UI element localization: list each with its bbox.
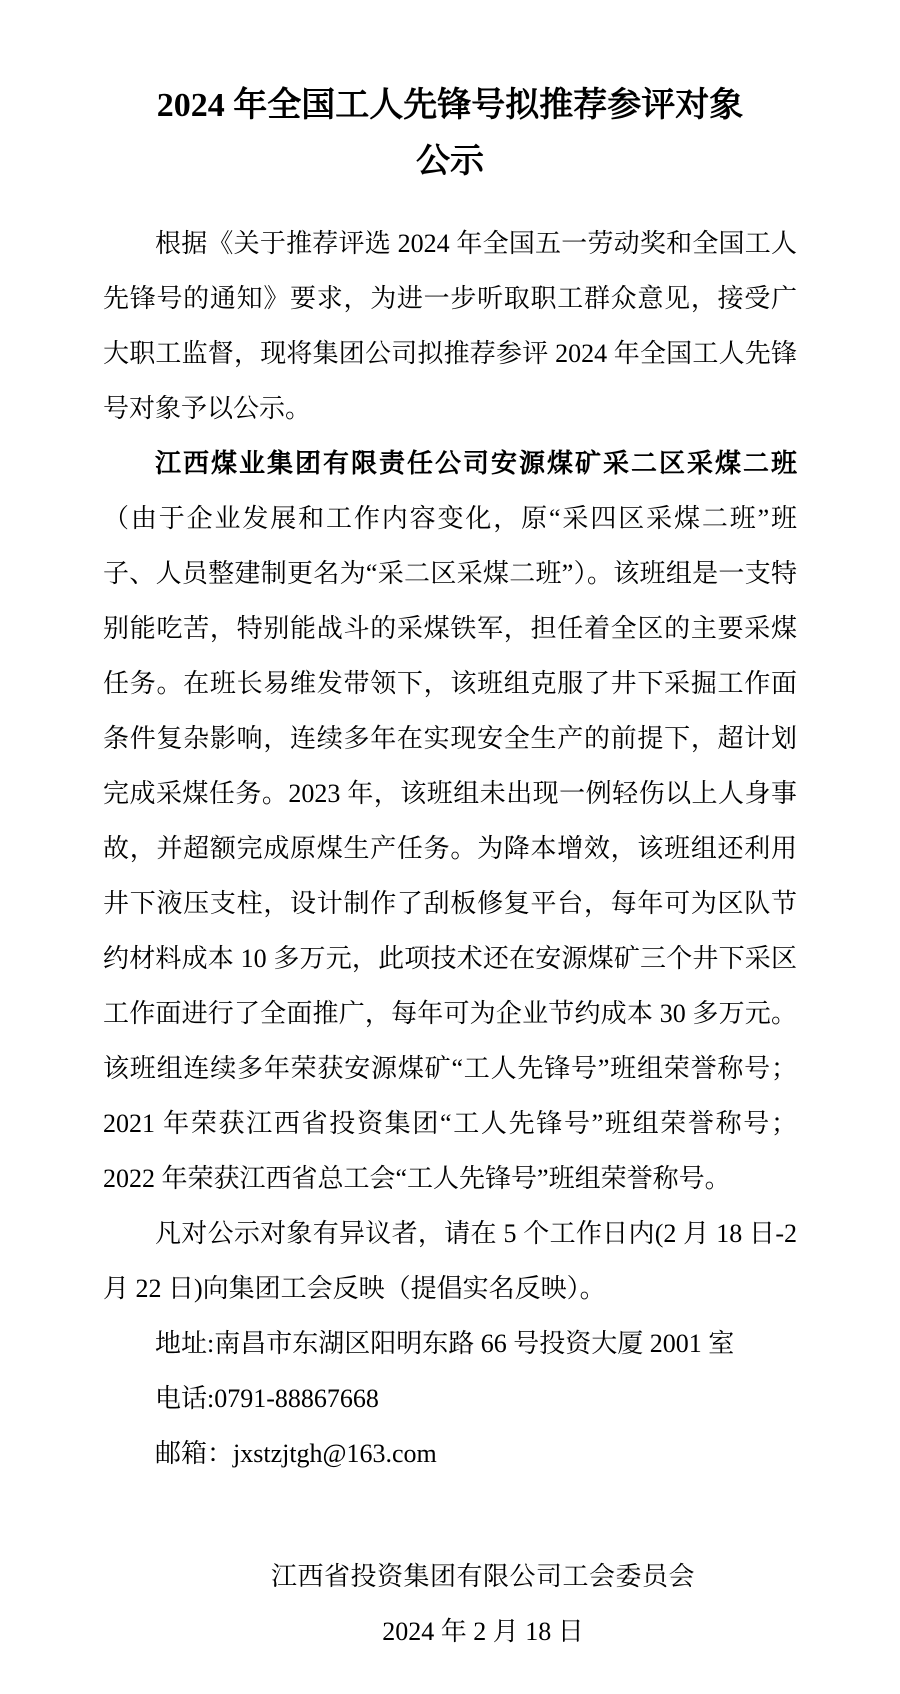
contact-email-line: 邮箱：jxstzjtgh@163.com — [155, 1439, 437, 1468]
contact-phone-line: 电话:0791-88867668 — [155, 1384, 379, 1413]
document-title-line-2: 公示 — [416, 143, 484, 180]
signature-organization: 江西省投资集团有限公司工会委员会 — [270, 1562, 695, 1591]
contact-address-line: 地址:南昌市东湖区阳明东路 66 号投资大厦 2001 室 — [155, 1329, 735, 1358]
paragraph-main-rest: （由于企业发展和工作内容变化，原“采四区采煤二班”班子、人员整建制更名为“采二区采煤二班”）。该班组是一支特别能吃苦，特别能战斗的采煤铁军，担任着全区的主要采煤任务。在班长易维发带领下，该班组克服了井下采掘工作面条件复杂影响，连续多年在实现安全生产的前提下，超计划完成采煤任务。2023 年，该班组未出现一例轻伤以上人身事故，并超额完成原煤生产任务。为降本增效，该班组还利用井下液压支柱，设计制作了刮板修复平台，每年可为区队节约材料成本 10 多万元，此项技术还在安源煤矿三个井下采区工作面进行了全面推广，每年可为企业节约成本 30 多万元。该班组连续多年荣获安源煤矿“工人先锋号”班组荣誉称号；2021 年荣获江西省投资集团“工人先锋号”班组荣誉称号；2022 年荣获江西省总工会“工人先锋号”班组荣誉称号。 — [103, 504, 797, 1193]
paragraph-objection: 凡对公示对象有异议者，请在 5 个工作日内(2 月 18 日-2 月 22 日)向集团工会反映（提倡实名反映）。 — [103, 1219, 797, 1303]
document-page — [0, 78, 900, 1694]
paragraph-main-bold-lead: 江西煤业集团有限责任公司安源煤矿采二区采煤二班 — [155, 449, 797, 478]
signature-block — [271, 1549, 695, 1659]
paragraph-intro: 根据《关于推荐评选 2024 年全国五一劳动奖和全国工人先锋号的通知》要求，为进一步听取职工群众意见，接受广大职工监督，现将集团公司拟推荐参评 2024 年全国工人先锋号对象予以公示。 — [103, 229, 797, 423]
document-title-line-1: 2024 年全国工人先锋号拟推荐参评对象 — [156, 87, 744, 124]
document-title — [100, 78, 800, 190]
signature-date: 2024 年 2 月 18 日 — [382, 1617, 584, 1646]
document-body — [103, 216, 797, 1481]
paragraph-main — [103, 436, 797, 1206]
